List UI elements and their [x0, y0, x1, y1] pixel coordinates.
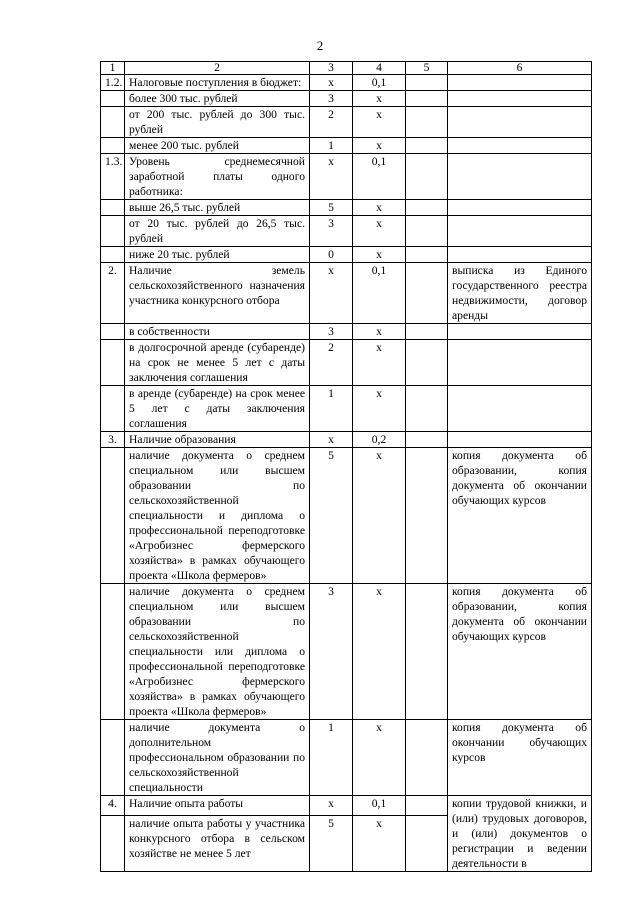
criterion-text: более 300 тыс. рублей: [125, 91, 310, 107]
table-row: [101, 324, 592, 340]
document-cell: [448, 91, 592, 107]
table-row: [101, 584, 592, 720]
score-cell: 3: [310, 91, 353, 107]
criterion-text: наличие документа о дополнительном профессиональном образовании по сельскохозяйственной специальности: [125, 720, 310, 796]
header-cell: 2: [125, 62, 310, 75]
row-number: [101, 216, 125, 247]
row-number: [101, 107, 125, 138]
document-cell: [448, 247, 592, 263]
weight-cell: 0,1: [353, 796, 406, 816]
header-cell: 4: [353, 62, 406, 75]
table-header-row: [101, 62, 592, 75]
weight-cell: x: [353, 340, 406, 386]
criterion-text: наличие документа о среднем специальном или высшем образовании по сельскохозяйственной специальности или диплома о профессиональной переподготовке «Агробизнес фермерского хозяйства» в рамках обучающего проекта «Школа фермеров»: [125, 584, 310, 720]
document-cell: [448, 386, 592, 432]
page-number: 2: [316, 38, 324, 53]
score-cell: 1: [310, 138, 353, 154]
row-number: 2.: [101, 263, 125, 324]
weight-cell: x: [353, 107, 406, 138]
row-number: [101, 448, 125, 584]
document-cell: [448, 200, 592, 216]
score-cell: 2: [310, 340, 353, 386]
col5-cell: [406, 448, 448, 584]
criterion-text: в аренде (субаренде) на срок менее 5 лет с даты заключения соглашения: [125, 386, 310, 432]
weight-cell: 0,1: [353, 75, 406, 91]
document-cell: [448, 75, 592, 91]
weight-cell: x: [353, 216, 406, 247]
row-number: [101, 91, 125, 107]
score-cell: 3: [310, 324, 353, 340]
score-cell: x: [310, 154, 353, 200]
table-row: [101, 386, 592, 432]
table-row: [101, 200, 592, 216]
criterion-text: выше 26,5 тыс. рублей: [125, 200, 310, 216]
criterion-text: наличие опыта работы у участника конкурсного отбора в сельском хозяйстве не менее 5 лет: [125, 815, 310, 871]
header-cell: 1: [101, 62, 125, 75]
weight-cell: x: [353, 91, 406, 107]
weight-cell: 0,1: [353, 154, 406, 200]
header-cell: 5: [406, 62, 448, 75]
table-row: [101, 720, 592, 796]
document-cell: копия документа об окончании обучающих курсов: [448, 720, 592, 796]
row-number: 1.3.: [101, 154, 125, 200]
document-cell: [448, 324, 592, 340]
col5-cell: [406, 107, 448, 138]
criterion-text: в долгосрочной аренде (субаренде) на срок не менее 5 лет с даты заключения соглашения: [125, 340, 310, 386]
score-cell: 3: [310, 216, 353, 247]
document-cell: [448, 340, 592, 386]
row-number: [101, 720, 125, 796]
table-row: [101, 247, 592, 263]
table-row: [101, 432, 592, 448]
table-row: [101, 91, 592, 107]
document-cell: [448, 432, 592, 448]
header-cell: 3: [310, 62, 353, 75]
col5-cell: [406, 216, 448, 247]
col5-cell: [406, 247, 448, 263]
score-cell: 3: [310, 584, 353, 720]
table-row: [101, 75, 592, 91]
criterion-text: от 20 тыс. рублей до 26,5 тыс. рублей: [125, 216, 310, 247]
col5-cell: [406, 263, 448, 324]
col5-cell: [406, 138, 448, 154]
weight-cell: x: [353, 815, 406, 871]
col5-cell: [406, 91, 448, 107]
table-row: [101, 138, 592, 154]
row-number: [101, 324, 125, 340]
weight-cell: x: [353, 138, 406, 154]
document-cell: [448, 107, 592, 138]
score-cell: 2: [310, 107, 353, 138]
row-number: [101, 584, 125, 720]
row-number: 3.: [101, 432, 125, 448]
score-cell: x: [310, 796, 353, 816]
table-row: [101, 263, 592, 324]
weight-cell: x: [353, 386, 406, 432]
criterion-text: в собственности: [125, 324, 310, 340]
row-number: 4.: [101, 796, 125, 816]
weight-cell: x: [353, 324, 406, 340]
weight-cell: x: [353, 200, 406, 216]
col5-cell: [406, 154, 448, 200]
document-cell: копия документа об образовании, копия документа об окончании обучающих курсов: [448, 448, 592, 584]
table-row: [101, 340, 592, 386]
weight-cell: 0,1: [353, 263, 406, 324]
col5-cell: [406, 720, 448, 796]
col5-cell: [406, 432, 448, 448]
criterion-text: наличие документа о среднем специальном или высшем образовании по сельскохозяйственной специальности и диплома о профессиональной переподготовке «Агробизнес фермерского хозяйства» в рамках обучающего проекта «Школа фермеров»: [125, 448, 310, 584]
score-cell: 5: [310, 200, 353, 216]
criterion-text: Наличие земель сельскохозяйственного назначения участника конкурсного отбора: [125, 263, 310, 324]
score-cell: 0: [310, 247, 353, 263]
table-row: [101, 796, 592, 816]
col5-cell: [406, 324, 448, 340]
row-number: [101, 340, 125, 386]
row-number: 1.2.: [101, 75, 125, 91]
score-cell: x: [310, 263, 353, 324]
document-cell: копия документа об образовании, копия документа об окончании обучающих курсов: [448, 584, 592, 720]
col5-cell: [406, 75, 448, 91]
score-cell: 5: [310, 448, 353, 584]
document-cell: [448, 138, 592, 154]
weight-cell: x: [353, 448, 406, 584]
criterion-text: ниже 20 тыс. рублей: [125, 247, 310, 263]
table-row: [101, 107, 592, 138]
weight-cell: x: [353, 247, 406, 263]
score-cell: x: [310, 432, 353, 448]
document-cell: копии трудовой книжки, и (или) трудовых договоров, и (или) документов о регистрации и ведении деятельности в: [448, 796, 592, 872]
weight-cell: x: [353, 720, 406, 796]
table-row: [101, 216, 592, 247]
document-cell: [448, 216, 592, 247]
table-row: [101, 154, 592, 200]
score-cell: 1: [310, 386, 353, 432]
weight-cell: 0,2: [353, 432, 406, 448]
document-cell: выписка из Единого государственного реестра недвижимости, договор аренды: [448, 263, 592, 324]
table-row: [101, 448, 592, 584]
score-cell: 1: [310, 720, 353, 796]
row-number: [101, 815, 125, 871]
row-number: [101, 386, 125, 432]
row-number: [101, 200, 125, 216]
criterion-text: от 200 тыс. рублей до 300 тыс. рублей: [125, 107, 310, 138]
criteria-table: [100, 61, 592, 872]
weight-cell: x: [353, 584, 406, 720]
col5-cell: [406, 386, 448, 432]
criterion-text: Налоговые поступления в бюджет:: [125, 75, 310, 91]
col5-cell: [406, 796, 448, 816]
col5-cell: [406, 584, 448, 720]
criterion-text: Наличие образования: [125, 432, 310, 448]
col5-cell: [406, 200, 448, 216]
score-cell: 5: [310, 815, 353, 871]
header-cell: 6: [448, 62, 592, 75]
row-number: [101, 247, 125, 263]
criterion-text: Наличие опыта работы: [125, 796, 310, 816]
document-cell: [448, 154, 592, 200]
criterion-text: менее 200 тыс. рублей: [125, 138, 310, 154]
col5-cell: [406, 815, 448, 871]
score-cell: x: [310, 75, 353, 91]
criterion-text: Уровень среднемесячной заработной платы одного работника:: [125, 154, 310, 200]
col5-cell: [406, 340, 448, 386]
row-number: [101, 138, 125, 154]
